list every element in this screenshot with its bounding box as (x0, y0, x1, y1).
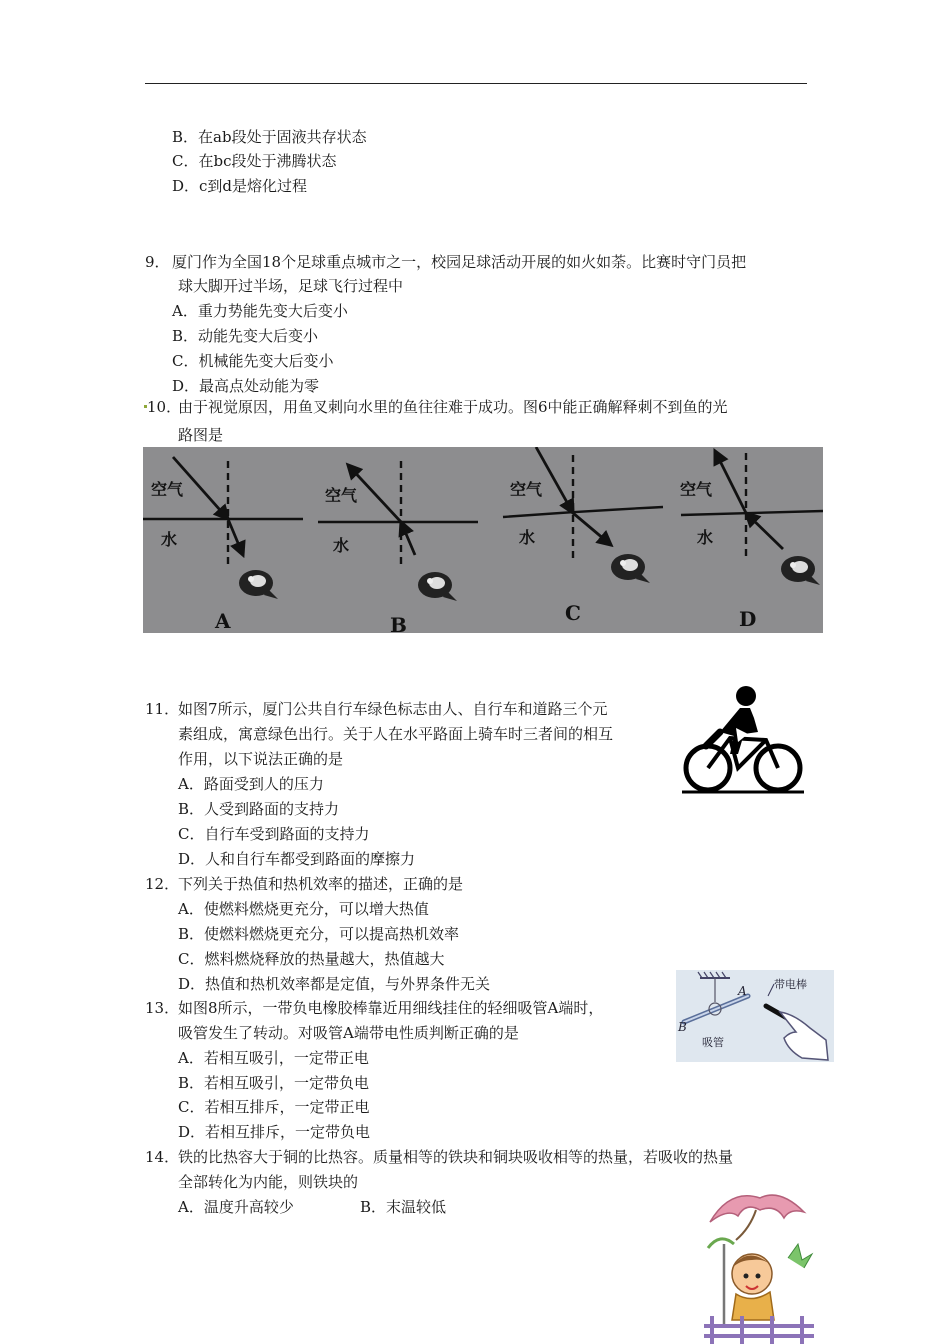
q9-option-c: C．机械能先变大后变小 (172, 352, 334, 370)
q11-option-b: B．人受到路面的支持力 (178, 800, 340, 818)
q11-option-d: D．人和自行车都受到路面的摩擦力 (178, 850, 416, 868)
q12-stem-line1: 下列关于热值和热机效率的描述，正确的是 (178, 875, 464, 893)
q14-option-b: B．末温较低 (360, 1198, 447, 1216)
q8-option-d: D．c到d是熔化过程 (172, 177, 308, 195)
q10-stem-line2: 路图是 (178, 426, 224, 444)
panel-d-label: D (739, 607, 757, 631)
q13-option-c: C．若相互排斥，一定带正电 (178, 1098, 370, 1116)
q13-stem-line1: 如图8所示，一带负电橡胶棒靠近用细线挂住的轻细吸管A端时， (178, 999, 604, 1017)
fish-b-icon (418, 572, 457, 601)
q12-option-a: A．使燃料燃烧更充分，可以增大热值 (178, 900, 429, 918)
panel-a-label: A (215, 609, 231, 633)
q11-stem-line2: 素组成，寓意绿色出行。关于人在水平路面上骑车时三者间的相互 (178, 725, 614, 743)
panel-d-diagram (681, 451, 823, 585)
q11-stem-line1: 如图7所示，厦门公共自行车绿色标志由人、自行车和道路三个元 (178, 700, 608, 718)
panel-c-diagram (503, 447, 663, 583)
q12-option-c: C．燃料燃烧释放的热量越大，热值越大 (178, 950, 445, 968)
cartoon-girl-umbrella-illustration (700, 1188, 818, 1344)
panel-c-label: C (565, 601, 581, 625)
panel-c-air-label: 空气 (510, 480, 543, 499)
q12-number: 12． (145, 875, 180, 893)
straw-end-b-label: B (678, 1020, 687, 1034)
figure-6-light-paths (143, 447, 823, 637)
figure-8-charged-rod (676, 970, 834, 1062)
panel-a-water-label: 水 (161, 530, 178, 549)
panel-b-diagram (318, 461, 478, 601)
panel-a-air-label: 空气 (151, 480, 184, 499)
q9-option-b: B．动能先变大后变小 (172, 327, 319, 345)
q14-stem-line2: 全部转化为内能，则铁块的 (178, 1173, 359, 1191)
panel-d-water-label: 水 (697, 528, 714, 547)
panel-d-air-label: 空气 (680, 480, 713, 499)
q12-option-d: D．热值和热机效率都是定值，与外界条件无关 (178, 975, 491, 993)
panel-b-air-label: 空气 (325, 486, 358, 505)
q12-option-b: B．使燃料燃烧更充分，可以提高热机效率 (178, 925, 460, 943)
q13-option-a: A．若相互吸引，一定带正电 (178, 1049, 369, 1067)
fish-c-icon (611, 554, 650, 583)
rod-label: 带电棒 (774, 978, 807, 991)
q10-stem-line1: 由于视觉原因，用鱼叉刺向水里的鱼往往难于成功。图6中能正确解释刺不到鱼的光 (178, 398, 728, 416)
straw-label: 吸管 (702, 1036, 724, 1049)
panel-b-label: B (390, 613, 407, 637)
q9-stem-line2: 球大脚开过半场，足球飞行过程中 (178, 277, 404, 295)
panel-b-water-label: 水 (333, 536, 350, 555)
q14-number: 14． (145, 1148, 180, 1166)
q13-option-b: B．若相互吸引，一定带负电 (178, 1074, 370, 1092)
q11-stem-line3: 作用，以下说法正确的是 (178, 750, 344, 768)
q14-option-a: A．温度升高较少 (178, 1198, 294, 1216)
q9-option-a: A．重力势能先变大后变小 (172, 302, 348, 320)
q14-stem-line1: 铁的比热容大于铜的比热容。质量相等的铁块和铜块吸收相等的热量，若吸收的热量 (178, 1148, 734, 1166)
q11-number: 11． (145, 700, 180, 718)
q11-option-a: A．路面受到人的压力 (178, 775, 324, 793)
q9-stem-line1: 厦门作为全国18个足球重点城市之一，校园足球活动开展的如火如荼。比赛时守门员把 (172, 253, 747, 271)
q13-number: 13． (145, 999, 180, 1017)
panel-c-water-label: 水 (519, 528, 536, 547)
q13-stem-line2: 吸管发生了转动。对吸管A端带电性质判断正确的是 (178, 1024, 519, 1042)
q9-number: 9． (145, 253, 170, 271)
q9-option-d: D．最高点处动能为零 (172, 377, 320, 395)
fish-d-icon (781, 556, 820, 585)
q10-number: 10． (147, 398, 182, 416)
q13-option-d: D．若相互排斥，一定带负电 (178, 1123, 371, 1141)
q8-option-c: C．在bc段处于沸腾状态 (172, 152, 337, 170)
q8-option-b: B．在ab段处于固液共存状态 (172, 128, 367, 146)
q11-option-c: C．自行车受到路面的支持力 (178, 825, 370, 843)
straw-end-a-label: A (738, 984, 747, 998)
figure-7-bicycle-icon (676, 684, 806, 796)
header-rule (145, 83, 807, 84)
fish-a-icon (239, 570, 278, 599)
